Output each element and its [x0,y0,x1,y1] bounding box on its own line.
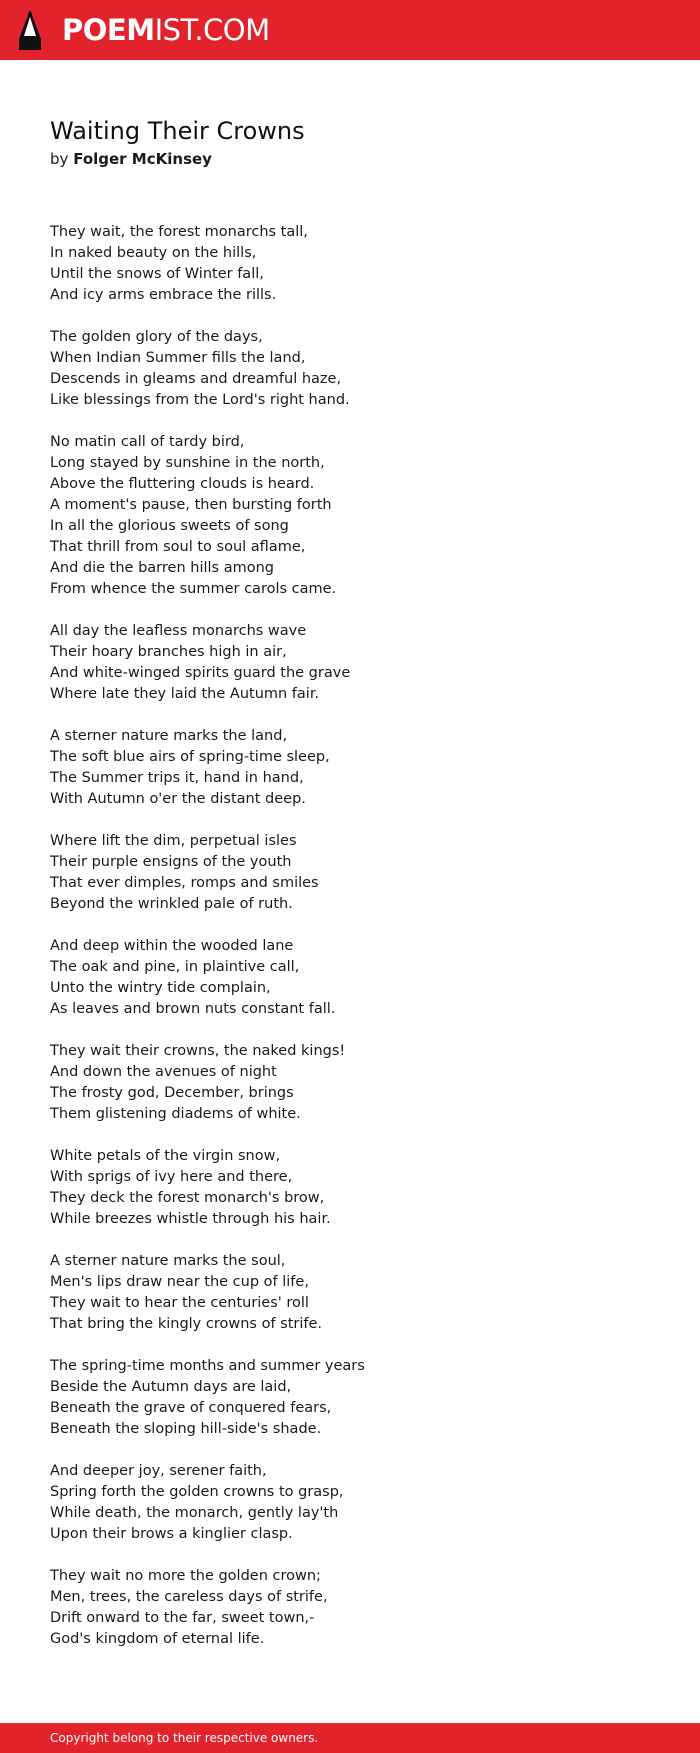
poem-line: Above the fluttering clouds is heard. [50,476,315,492]
poem-line: Descends in gleams and dreamful haze, [50,371,342,387]
poem-line: The oak and pine, in plaintive call, [50,959,300,975]
poem-line: They wait to hear the centuries' roll [50,1295,309,1311]
poem-content [50,114,670,1671]
poem-line: All day the leafless monarchs wave [50,623,307,639]
poem-line: A moment's pause, then bursting forth [50,497,332,513]
poem-byline [50,148,670,170]
poem-line: A sterner nature marks the soul, [50,1253,286,1269]
poem-line: In all the glorious sweets of song [50,518,289,534]
poem-stanza [50,621,670,705]
poem-line: Long stayed by sunshine in the north, [50,455,325,471]
poem-line: Their purple ensigns of the youth [50,854,292,870]
poem-line: And die the barren hills among [50,560,274,576]
copyright-notice: Copyright belong to their respective owners. [50,1731,319,1745]
poem-line: With sprigs of ivy here and there, [50,1169,293,1185]
poem-line: And down the avenues of night [50,1064,277,1080]
poem-stanza [50,1146,670,1230]
poem-stanza [50,726,670,810]
poem-line: In naked beauty on the hills, [50,245,257,261]
poem-line: And icy arms embrace the rills. [50,287,277,303]
poem-line: Unto the wintry tide complain, [50,980,271,996]
poem-line: God's kingdom of eternal life. [50,1631,265,1647]
poem-author: Folger McKinsey [73,150,212,168]
poem-line: They wait no more the golden crown; [50,1568,321,1584]
poem-line: From whence the summer carols came. [50,581,337,597]
poem-line: Like blessings from the Lord's right hand. [50,392,350,408]
poem-line: As leaves and brown nuts constant fall. [50,1001,336,1017]
poem-line: Spring forth the golden crowns to grasp, [50,1484,344,1500]
poem-line: A sterner nature marks the land, [50,728,288,744]
site-logo[interactable] [62,11,270,49]
poem-line: That ever dimples, romps and smiles [50,875,319,891]
poem-line: Their hoary branches high in air, [50,644,287,660]
poem-line: Where lift the dim, perpetual isles [50,833,297,849]
poem-line: Them glistening diadems of white. [50,1106,301,1122]
poem-line: They wait, the forest monarchs tall, [50,224,308,240]
poem-line: Beside the Autumn days are laid, [50,1379,292,1395]
poem-line: And white-winged spirits guard the grave [50,665,351,681]
poem-title: Waiting Their Crowns [50,117,305,145]
poem-line: The Summer trips it, hand in hand, [50,770,304,786]
poem-line: Where late they laid the Autumn fair. [50,686,320,702]
poem-line: They deck the forest monarch's brow, [50,1190,325,1206]
poem-stanza [50,936,670,1020]
poem-stanza [50,432,670,600]
poem-line: And deeper joy, serener faith, [50,1463,267,1479]
poem-line: They wait their crowns, the naked kings! [50,1043,346,1059]
poem-stanza [50,1041,670,1125]
poem-stanza [50,831,670,915]
poem-stanza [50,1566,670,1650]
poem-line: That thrill from soul to soul aflame, [50,539,306,555]
pen-nib-icon[interactable] [17,9,43,51]
poem-line: While breezes whistle through his hair. [50,1211,331,1227]
poem-line: With Autumn o'er the distant deep. [50,791,306,807]
logo-light-text: IST.COM [154,13,270,47]
poem-stanza [50,1461,670,1545]
poem-line: The spring-time months and summer years [50,1358,365,1374]
poem-line: White petals of the virgin snow, [50,1148,281,1164]
poem-stanza [50,1251,670,1335]
poem-stanza [50,222,670,306]
poem-stanza [50,1356,670,1440]
poem-line: No matin call of tardy bird, [50,434,245,450]
poem-line: The soft blue airs of spring-time sleep, [50,749,330,765]
poem-body [50,222,670,1650]
poem-line: Beneath the sloping hill-side's shade. [50,1421,322,1437]
poem-line: Until the snows of Winter fall, [50,266,264,282]
by-label: by [50,150,69,168]
poem-line: And deep within the wooded lane [50,938,294,954]
poem-line: When Indian Summer fills the land, [50,350,306,366]
site-footer [0,1723,700,1753]
poem-line: Drift onward to the far, sweet town,- [50,1610,315,1626]
poem-line: Men's lips draw near the cup of life, [50,1274,309,1290]
poem-line: Men, trees, the careless days of strife, [50,1589,328,1605]
poem-stanza [50,327,670,411]
site-header [0,0,700,60]
poem-line: The frosty god, December, brings [50,1085,294,1101]
logo-bold-text: POEM [62,13,155,47]
poem-line: The golden glory of the days, [50,329,263,345]
poem-line: While death, the monarch, gently lay'th [50,1505,339,1521]
poem-line: Beyond the wrinkled pale of ruth. [50,896,293,912]
poem-line: Upon their brows a kinglier clasp. [50,1526,293,1542]
poem-line: Beneath the grave of conquered fears, [50,1400,332,1416]
poem-line: That bring the kingly crowns of strife. [50,1316,323,1332]
